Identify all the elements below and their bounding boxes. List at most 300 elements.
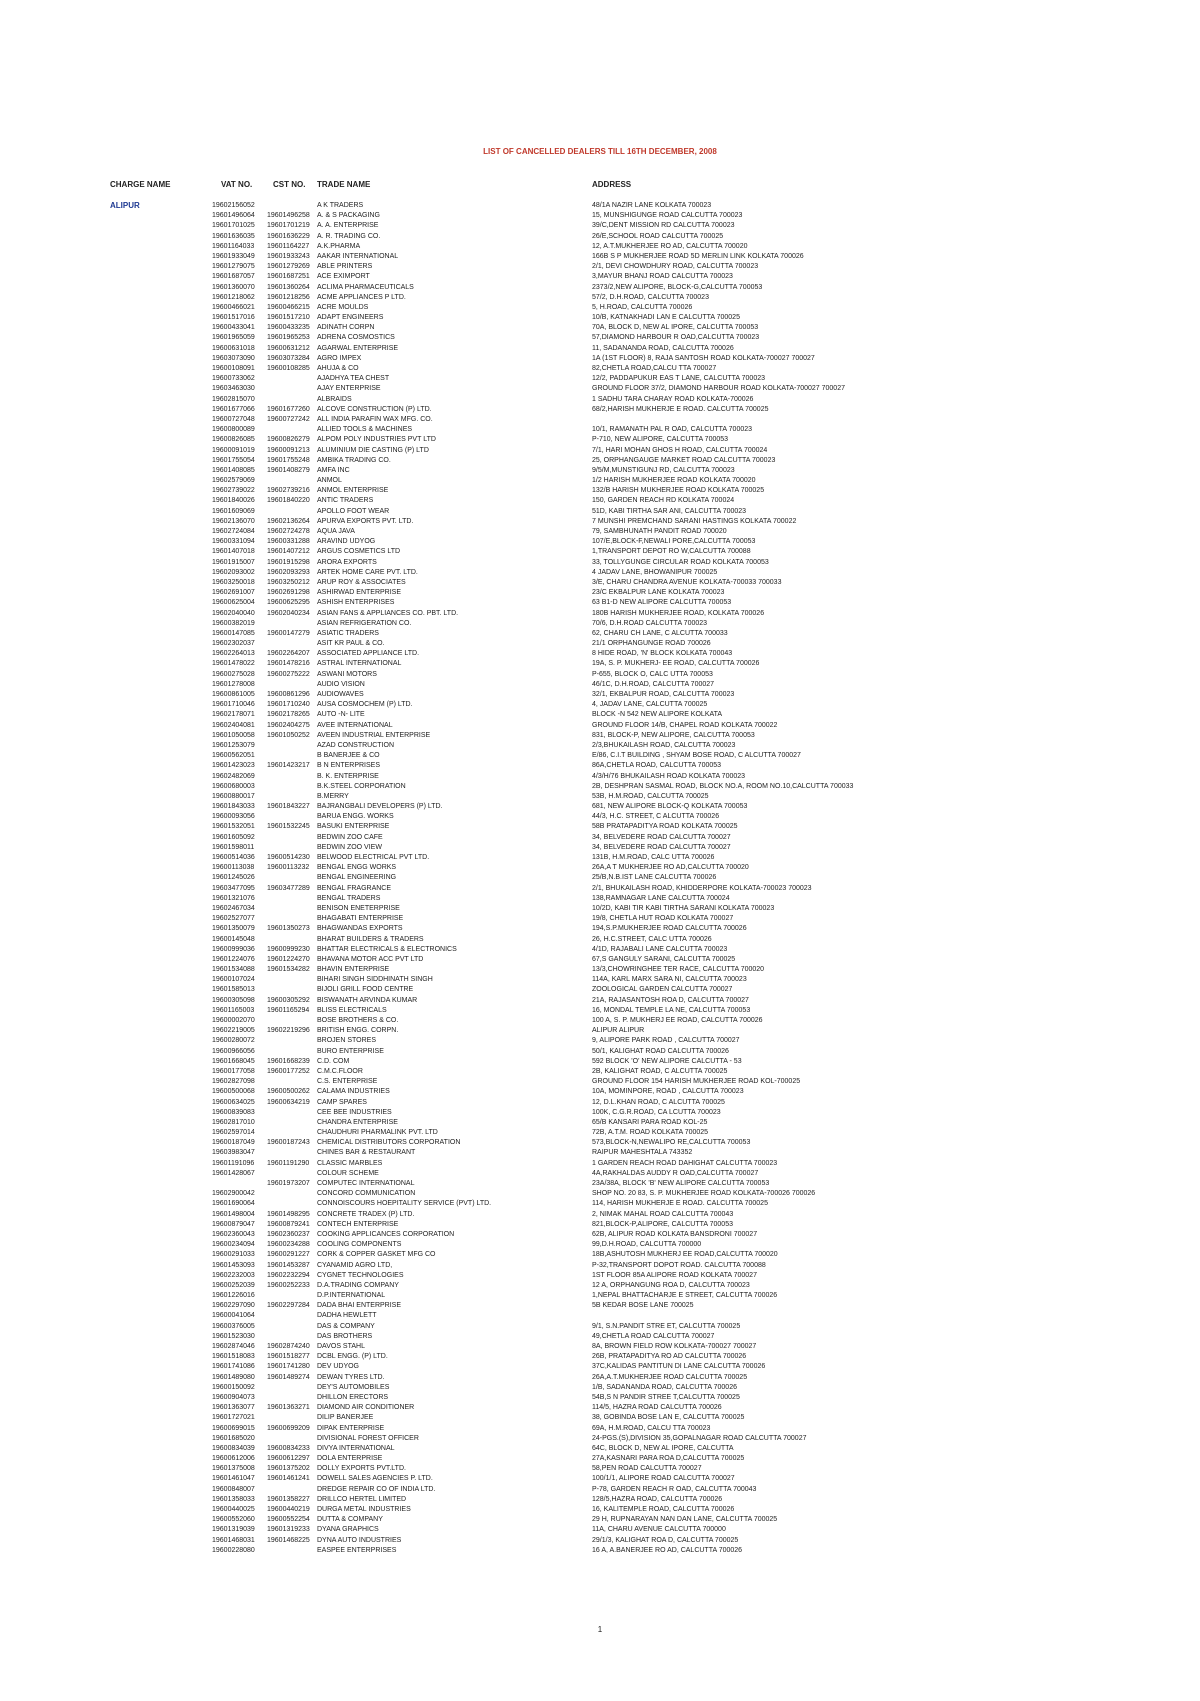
address-cell: ZOOLOGICAL GARDEN CALCUTTA 700027 bbox=[592, 986, 733, 994]
trade-name-cell: CHINES BAR & RESTAURANT bbox=[317, 1149, 416, 1157]
trade-name-cell: ACLIMA PHARMACEUTICALS bbox=[317, 283, 414, 291]
table-row bbox=[0, 1281, 1200, 1291]
table-row bbox=[0, 1271, 1200, 1281]
table-row bbox=[0, 1006, 1200, 1016]
table-row bbox=[0, 1169, 1200, 1179]
table-row bbox=[0, 884, 1200, 894]
table-row bbox=[0, 924, 1200, 934]
address-cell: 62, CHARU CH LANE, C ALCUTTA 700033 bbox=[592, 629, 728, 637]
vat-no-cell: 19600733062 bbox=[212, 375, 255, 383]
address-cell: 16, MONDAL TEMPLE LA NE, CALCUTTA 700053 bbox=[592, 1006, 751, 1014]
address-cell: 194,S.P.MUKHERJEE ROAD CALCUTTA 700026 bbox=[592, 925, 747, 933]
address-cell: 592 BLOCK 'O' NEW ALIPORE CALCUTTA - 53 bbox=[592, 1057, 742, 1065]
vat-no-cell: 19602232003 bbox=[212, 1271, 255, 1279]
cst-no-cell: 19600177252 bbox=[267, 1067, 310, 1075]
vat-no-cell: 19601605092 bbox=[212, 833, 255, 841]
table-row bbox=[0, 772, 1200, 782]
cst-no-cell: 19601468225 bbox=[267, 1536, 310, 1544]
cst-no-cell: 19600275222 bbox=[267, 670, 310, 678]
vat-no-cell: 19601453093 bbox=[212, 1261, 255, 1269]
trade-name-cell: ALL INDIA PARAFIN WAX MFG. CO. bbox=[317, 415, 433, 423]
vat-no-cell: 19601843033 bbox=[212, 803, 255, 811]
table-row bbox=[0, 313, 1200, 323]
address-cell: 57/2, D.H.ROAD, CALCUTTA 700023 bbox=[592, 293, 709, 301]
table-row bbox=[0, 242, 1200, 252]
trade-name-cell: ARUP ROY & ASSOCIATES bbox=[317, 578, 406, 586]
address-cell: 1 GARDEN REACH ROAD DAHIGHAT CALCUTTA 700023 bbox=[592, 1159, 778, 1167]
trade-name-cell: ARAVIND UDYOG bbox=[317, 538, 376, 546]
trade-name-cell: ASIAN REFRIGERATION CO. bbox=[317, 619, 412, 627]
vat-no-cell: 19602297090 bbox=[212, 1302, 255, 1310]
cst-no-cell: 19601279269 bbox=[267, 263, 310, 271]
trade-name-cell: ALLIED TOOLS & MACHINES bbox=[317, 426, 413, 434]
trade-name-cell: DEY'S AUTOMOBILES bbox=[317, 1383, 390, 1391]
cst-no-cell: 19600861296 bbox=[267, 691, 310, 698]
cst-no-cell: 19600291227 bbox=[267, 1251, 310, 1259]
trade-name-cell: DRILLCO HERTEL LIMITED bbox=[317, 1495, 407, 1503]
table-row bbox=[0, 415, 1200, 425]
vat-no-cell: 19600041064 bbox=[212, 1312, 255, 1320]
address-cell: 10/1, RAMANATH PAL R OAD, CALCUTTA 700023 bbox=[592, 426, 753, 434]
address-cell: 25/B,N.B.IST LANE CALCUTTA 700026 bbox=[592, 874, 717, 882]
charge-name-alipur: ALIPUR bbox=[110, 201, 140, 210]
cst-no-cell: 19600834233 bbox=[267, 1444, 310, 1452]
trade-name-cell: BOSE BROTHERS & CO. bbox=[317, 1017, 399, 1024]
address-cell: 180B HARISH MUKHERJEE ROAD, KOLKATA 700026 bbox=[592, 609, 765, 617]
vat-no-cell: 19600727048 bbox=[212, 415, 255, 423]
vat-no-cell: 19600228080 bbox=[212, 1546, 255, 1554]
table-row bbox=[0, 670, 1200, 680]
table-row bbox=[0, 354, 1200, 364]
cst-no-cell: 19600252233 bbox=[267, 1281, 310, 1289]
trade-name-cell: B.K.STEEL CORPORATION bbox=[317, 782, 406, 790]
address-cell: 1,TRANSPORT DEPOT RO W,CALCUTTA 700088 bbox=[592, 548, 751, 556]
vat-no-cell: 19601517016 bbox=[212, 314, 255, 322]
vat-no-cell: 19601741086 bbox=[212, 1363, 255, 1371]
cst-no-cell: 19601532245 bbox=[267, 823, 310, 831]
table-row bbox=[0, 782, 1200, 792]
cst-no-cell: 19601496258 bbox=[267, 212, 310, 220]
cst-no-cell: 19602691298 bbox=[267, 589, 310, 597]
table-row bbox=[0, 435, 1200, 445]
cst-no-cell: 19600514230 bbox=[267, 854, 310, 861]
trade-name-cell: CHANDRA ENTERPRISE bbox=[317, 1118, 398, 1126]
address-cell: 1/2 HARISH MUKHERJEE ROAD KOLKATA 700020 bbox=[592, 477, 756, 485]
vat-no-cell: 19601685020 bbox=[212, 1434, 255, 1442]
trade-name-cell: BASUKI ENTERPRISE bbox=[317, 823, 390, 831]
table-row bbox=[0, 975, 1200, 985]
vat-no-cell: 19601701025 bbox=[212, 222, 255, 230]
address-cell: 831, BLOCK-P, NEW ALIPORE, CALCUTTA 700053 bbox=[592, 731, 755, 739]
vat-no-cell: 19601690064 bbox=[212, 1200, 255, 1208]
trade-name-cell: BHARAT BUILDERS & TRADERS bbox=[317, 935, 424, 943]
cst-no-cell: 19602136264 bbox=[267, 517, 310, 525]
vat-no-cell: 19602527077 bbox=[212, 915, 255, 923]
vat-no-cell: 19600147085 bbox=[212, 629, 255, 637]
trade-name-cell: ASTRAL INTERNATIONAL bbox=[317, 660, 402, 668]
trade-name-cell: CORK & COPPER GASKET MFG CO bbox=[317, 1251, 436, 1259]
table-row bbox=[0, 1016, 1200, 1026]
vat-no-cell: 19600107024 bbox=[212, 976, 255, 984]
cst-no-cell: 19601710240 bbox=[267, 701, 310, 709]
table-row bbox=[0, 1546, 1200, 1556]
address-cell: 4 JADAV LANE, BHOWANIPUR 700025 bbox=[592, 568, 718, 576]
address-cell: 25, ORPHANGAUGE MARKET ROAD CALCUTTA 700023 bbox=[592, 456, 776, 464]
trade-name-cell: APURVA EXPORTS PVT. LTD. bbox=[317, 517, 414, 525]
address-cell: 37C,KALIDAS PANTITUN DI LANE CALCUTTA 700026 bbox=[592, 1363, 766, 1371]
vat-no-cell: 19600680003 bbox=[212, 782, 255, 790]
trade-name-cell: BELWOOD ELECTRICAL PVT LTD. bbox=[317, 854, 430, 861]
trade-name-cell: A K TRADERS bbox=[317, 202, 364, 209]
trade-name-cell: CONNOISCOURS HOEPITALITY SERVICE (PVT) LTD. bbox=[317, 1200, 492, 1208]
trade-name-cell: ARGUS COSMETICS LTD bbox=[317, 548, 401, 556]
trade-name-cell: AZAD CONSTRUCTION bbox=[317, 741, 394, 749]
vat-no-cell: 19600091019 bbox=[212, 446, 255, 454]
address-cell: 19A, S. P. MUKHERJ- EE ROAD, CALCUTTA 700026 bbox=[592, 660, 760, 668]
address-cell: 9/5/M,MUNSTIGUNJ RD, CALCUTTA 700023 bbox=[592, 466, 735, 474]
trade-name-cell: BHAVANA MOTOR ACC PVT LTD bbox=[317, 955, 424, 963]
table-row bbox=[0, 761, 1200, 771]
trade-name-cell: C.M.C.FLOOR bbox=[317, 1067, 363, 1075]
trade-name-cell: CONTECH ENTERPRISE bbox=[317, 1220, 399, 1228]
vat-no-cell: 19601321076 bbox=[212, 894, 255, 902]
trade-name-cell: DADHA HEWLETT bbox=[317, 1312, 377, 1320]
cst-no-cell: 19601360264 bbox=[267, 283, 310, 291]
cst-no-cell: 19601965253 bbox=[267, 334, 310, 342]
trade-name-cell: AQUA JAVA bbox=[317, 528, 355, 535]
cst-no-cell: 19601636229 bbox=[267, 232, 310, 240]
trade-name-cell: AJAY ENTERPRISE bbox=[317, 385, 381, 393]
address-cell: 107/E,BLOCK-F,NEWALI PORE,CALCUTTA 700053 bbox=[592, 538, 756, 546]
address-cell: 32/1, EKBALPUR ROAD, CALCUTTA 700023 bbox=[592, 691, 735, 698]
address-cell: 33, TOLLYGUNGE CIRCULAR ROAD KOLKATA 700053 bbox=[592, 558, 769, 566]
trade-name-cell: CLASSIC MARBLES bbox=[317, 1159, 383, 1167]
cst-no-cell: 19601517210 bbox=[267, 314, 310, 322]
table-row bbox=[0, 1250, 1200, 1260]
vat-no-cell: 19601428067 bbox=[212, 1169, 255, 1177]
trade-name-cell: CONCRETE TRADEX (P) LTD. bbox=[317, 1210, 415, 1218]
address-cell: 58B PRATAPADITYA ROAD KOLKATA 700025 bbox=[592, 823, 738, 831]
table-row bbox=[0, 303, 1200, 313]
vat-no-cell: 19600376005 bbox=[212, 1322, 255, 1330]
trade-name-cell: ABLE PRINTERS bbox=[317, 263, 373, 271]
address-cell: 1,NEPAL BHATTACHARJE E STREET, CALCUTTA 700026 bbox=[592, 1292, 778, 1300]
address-cell: 2/1, BHUKAILASH ROAD, KHIDDERPORE KOLKATA-700023 700023 bbox=[592, 884, 812, 892]
trade-name-cell: DHILLON ERECTORS bbox=[317, 1393, 389, 1401]
vat-no-cell: 19600145048 bbox=[212, 935, 255, 943]
trade-name-cell: ADAPT ENGINEERS bbox=[317, 314, 384, 322]
cst-no-cell: 19602297284 bbox=[267, 1302, 310, 1310]
cst-no-cell: 19601843227 bbox=[267, 803, 310, 811]
vat-no-cell: 19602817010 bbox=[212, 1118, 255, 1126]
vat-no-cell: 19601933049 bbox=[212, 252, 255, 260]
vat-no-cell: 19600275028 bbox=[212, 670, 255, 678]
cst-no-cell: 19601363271 bbox=[267, 1404, 310, 1412]
address-cell: 114A, KARL MARX SARA NI, CALCUTTA 700023 bbox=[592, 976, 747, 984]
address-cell: 19/8, CHETLA HUT ROAD KOLKATA 700027 bbox=[592, 915, 734, 923]
trade-name-cell: AVEEN INDUSTRIAL ENTERPRISE bbox=[317, 731, 431, 739]
table-row bbox=[0, 1444, 1200, 1454]
trade-name-cell: BENGAL TRADERS bbox=[317, 894, 381, 902]
trade-name-cell: ACE EXIMPORT bbox=[317, 273, 370, 281]
address-cell: 11A, CHARU AVENUE CALCUTTA 700000 bbox=[592, 1526, 726, 1534]
table-row bbox=[0, 904, 1200, 914]
vat-no-cell: 19601710046 bbox=[212, 701, 255, 709]
trade-name-cell: BENGAL ENGINEERING bbox=[317, 874, 397, 882]
header-vat-no: VAT NO. bbox=[221, 180, 253, 189]
trade-name-cell: CEE BEE INDUSTRIES bbox=[317, 1108, 392, 1116]
address-cell: 23A/38A, BLOCK 'B' NEW ALIPORE CALCUTTA 700053 bbox=[592, 1180, 770, 1187]
vat-no-cell: 19600631018 bbox=[212, 344, 255, 352]
cst-no-cell: 19602739216 bbox=[267, 487, 310, 495]
trade-name-cell: DREDGE REPAIR CO OF INDIA LTD. bbox=[317, 1485, 436, 1493]
vat-no-cell: 19602178071 bbox=[212, 711, 255, 719]
address-cell: 34, BELVEDERE ROAD CALCUTTA 700027 bbox=[592, 833, 731, 841]
vat-no-cell: 19603073090 bbox=[212, 354, 255, 362]
trade-name-cell: ADINATH CORPN bbox=[317, 324, 375, 332]
cst-no-cell: 19602040234 bbox=[267, 609, 310, 617]
cst-no-cell: 19601741280 bbox=[267, 1363, 310, 1371]
vat-no-cell: 19601518083 bbox=[212, 1353, 255, 1361]
vat-no-cell: 19601523030 bbox=[212, 1332, 255, 1340]
table-row bbox=[0, 293, 1200, 303]
cst-no-cell: 19602178265 bbox=[267, 711, 310, 719]
address-cell: 24-PGS.(S),DIVISION 35,GOPALNAGAR ROAD CALCUTTA 700027 bbox=[592, 1434, 807, 1442]
vat-no-cell: 19600562051 bbox=[212, 752, 255, 760]
trade-name-cell: CAMP SPARES bbox=[317, 1098, 367, 1106]
address-cell: 681, NEW ALIPORE BLOCK-Q KOLKATA 700053 bbox=[592, 803, 748, 811]
trade-name-cell: ARORA EXPORTS bbox=[317, 558, 377, 566]
table-row bbox=[0, 405, 1200, 415]
vat-no-cell: 19601532051 bbox=[212, 823, 255, 831]
vat-no-cell: 19600252039 bbox=[212, 1281, 255, 1289]
table-row bbox=[0, 853, 1200, 863]
table-row bbox=[0, 333, 1200, 343]
table-row bbox=[0, 1199, 1200, 1209]
trade-name-cell: DIVYA INTERNATIONAL bbox=[317, 1444, 395, 1452]
vat-no-cell: 19602739022 bbox=[212, 487, 255, 495]
address-cell: 4A,RAKHALDAS AUDDY R OAD,CALCUTTA 700027 bbox=[592, 1169, 759, 1177]
address-cell: 7/1, HARI MOHAN GHOS H ROAD, CALCUTTA 700024 bbox=[592, 446, 768, 454]
trade-name-cell: COOLING COMPONENTS bbox=[317, 1241, 402, 1249]
trade-name-cell: DOLLY EXPORTS PVT.LTD. bbox=[317, 1465, 406, 1473]
table-row bbox=[0, 1108, 1200, 1118]
address-cell: 4/3/H/76 BHUKAILASH ROAD KOLKATA 700023 bbox=[592, 772, 746, 780]
vat-no-cell: 19602156052 bbox=[212, 202, 255, 209]
address-cell: 9, ALIPORE PARK ROAD , CALCUTTA 700027 bbox=[592, 1037, 740, 1045]
address-cell: 100K, C.G.R.ROAD, CA LCUTTA 700023 bbox=[592, 1108, 721, 1116]
table-row bbox=[0, 649, 1200, 659]
table-row bbox=[0, 1301, 1200, 1311]
vat-no-cell: 19601224076 bbox=[212, 955, 255, 963]
address-cell: 2B, KALIGHAT ROAD, C ALCUTTA 700025 bbox=[592, 1067, 728, 1075]
address-cell: 21/1 ORPHANGUNGE ROAD 700026 bbox=[592, 640, 711, 648]
address-cell: 70/6, D.H.ROAD CALCUTTA 700023 bbox=[592, 619, 708, 627]
vat-no-cell: 19600150092 bbox=[212, 1383, 255, 1391]
header-charge-name: CHARGE NAME bbox=[110, 180, 171, 189]
trade-name-cell: APOLLO FOOT WEAR bbox=[317, 507, 390, 515]
table-row bbox=[0, 1087, 1200, 1097]
address-cell: 53B, H.M.ROAD, CALCUTTA 700025 bbox=[592, 792, 709, 800]
address-cell: 57,DIAMOND HARBOUR R OAD,CALCUTTA 700023 bbox=[592, 334, 760, 342]
trade-name-cell: B.MERRY bbox=[317, 792, 349, 800]
trade-name-cell: D.P.INTERNATIONAL bbox=[317, 1292, 386, 1300]
address-cell: 23/C EKBALPUR LANE KOLKATA 700023 bbox=[592, 589, 725, 597]
table-row bbox=[0, 1515, 1200, 1525]
cst-no-cell: 19601755248 bbox=[267, 456, 310, 464]
table-row bbox=[0, 609, 1200, 619]
address-cell: P-78, GARDEN REACH R OAD, CALCUTTA 700043 bbox=[592, 1485, 757, 1493]
cst-no-cell: 19601915298 bbox=[267, 558, 310, 566]
table-row bbox=[0, 1047, 1200, 1057]
trade-name-cell: DADA BHAI ENTERPRISE bbox=[317, 1302, 402, 1310]
table-row bbox=[0, 873, 1200, 883]
table-row bbox=[0, 1148, 1200, 1158]
vat-no-cell: 19600234094 bbox=[212, 1241, 255, 1249]
trade-name-cell: BIHARI SINGH SIDDHINATH SINGH bbox=[317, 976, 433, 984]
trade-name-cell: AUDIO VISION bbox=[317, 680, 365, 688]
address-cell: 7 MUNSHI PREMCHAND SARANI HASTINGS KOLKATA 700022 bbox=[592, 517, 797, 525]
vat-no-cell: 19603463030 bbox=[212, 385, 255, 393]
table-row bbox=[0, 1485, 1200, 1495]
vat-no-cell: 19601636035 bbox=[212, 232, 255, 240]
cst-no-cell: 19600625295 bbox=[267, 599, 310, 607]
cst-no-cell: 19601165294 bbox=[267, 1006, 310, 1014]
table-row bbox=[0, 547, 1200, 557]
cst-no-cell: 19600108285 bbox=[267, 365, 310, 372]
cst-no-cell: 19601164227 bbox=[267, 242, 310, 250]
table-row bbox=[0, 384, 1200, 394]
table-row bbox=[0, 914, 1200, 924]
table-row bbox=[0, 792, 1200, 802]
address-cell: 1ST FLOOR 85A ALIPORE ROAD KOLKATA 700027 bbox=[592, 1271, 757, 1279]
trade-name-cell: BIJOLI GRILL FOOD CENTRE bbox=[317, 986, 414, 994]
cst-no-cell: 19600727242 bbox=[267, 415, 310, 423]
address-cell: 4, JADAV LANE, CALCUTTA 700025 bbox=[592, 701, 708, 709]
cst-no-cell: 19601498295 bbox=[267, 1210, 310, 1218]
vat-no-cell: 19602093002 bbox=[212, 568, 255, 576]
trade-name-cell: DIVISIONAL FOREST OFFICER bbox=[317, 1434, 419, 1442]
vat-no-cell: 19600834039 bbox=[212, 1444, 255, 1452]
trade-name-cell: ARTEK HOME CARE PVT. LTD. bbox=[317, 568, 418, 576]
trade-name-cell: BENGAL ENGG WORKS bbox=[317, 864, 397, 872]
cst-no-cell: 19600440219 bbox=[267, 1506, 310, 1513]
vat-no-cell: 19602467034 bbox=[212, 904, 255, 912]
table-row bbox=[0, 1383, 1200, 1393]
table-row bbox=[0, 894, 1200, 904]
address-cell: 100 A, S. P. MUKHERJ EE ROAD, CALCUTTA 700026 bbox=[592, 1017, 763, 1024]
cst-no-cell: 19600091213 bbox=[267, 446, 310, 454]
table-row bbox=[0, 945, 1200, 955]
cst-no-cell: 19600699209 bbox=[267, 1424, 310, 1432]
address-cell: 11, SADANANDA ROAD, CALCUTTA 700026 bbox=[592, 344, 734, 352]
cst-no-cell: 19601218256 bbox=[267, 293, 310, 301]
trade-name-cell: EASPEE ENTERPRISES bbox=[317, 1546, 397, 1554]
cst-no-cell: 19601677260 bbox=[267, 405, 310, 413]
table-row bbox=[0, 1393, 1200, 1403]
address-cell: 150, GARDEN REACH RD KOLKATA 700024 bbox=[592, 497, 735, 505]
cst-no-cell: 19600305292 bbox=[267, 996, 310, 1004]
table-row bbox=[0, 476, 1200, 486]
header-cst-no: CST NO. bbox=[273, 180, 306, 189]
cst-no-cell: 19600631212 bbox=[267, 344, 310, 352]
vat-no-cell: 19600280072 bbox=[212, 1037, 255, 1045]
trade-name-cell: ASIATIC TRADERS bbox=[317, 629, 379, 637]
table-row bbox=[0, 1291, 1200, 1301]
table-row bbox=[0, 639, 1200, 649]
table-row bbox=[0, 731, 1200, 741]
vat-no-cell: 19602360043 bbox=[212, 1230, 255, 1238]
cst-no-cell: 19601375202 bbox=[267, 1465, 310, 1473]
address-cell: P-32,TRANSPORT DOPOT ROAD. CALCUTTA 700088 bbox=[592, 1261, 766, 1269]
address-cell: P-710, NEW ALIPORE, CALCUTTA 700053 bbox=[592, 436, 729, 444]
address-cell: 12/2, PADDAPUKUR EAS T LANE, CALCUTTA 700023 bbox=[592, 375, 766, 383]
address-cell: 29 H, RUPNARAYAN NAN DAN LANE, CALCUTTA 700025 bbox=[592, 1516, 778, 1524]
address-cell: 12 A, ORPHANGUNG ROA D, CALCUTTA 700023 bbox=[592, 1281, 750, 1289]
table-row bbox=[0, 537, 1200, 547]
table-row bbox=[0, 496, 1200, 506]
address-cell: 21A, RAJASANTOSH ROA D, CALCUTTA 700027 bbox=[592, 996, 749, 1004]
vat-no-cell: 19600187049 bbox=[212, 1139, 255, 1147]
trade-name-cell: DAS BROTHERS bbox=[317, 1332, 373, 1340]
vat-no-cell: 19600699015 bbox=[212, 1424, 255, 1432]
address-cell: 4/1D, RAJABALI LANE CALCUTTA 700023 bbox=[592, 945, 728, 953]
trade-name-cell: B BANERJEE & CO bbox=[317, 752, 380, 760]
table-row bbox=[0, 690, 1200, 700]
table-row bbox=[0, 283, 1200, 293]
table-row bbox=[0, 1026, 1200, 1036]
address-cell: 58,PEN ROAD CALCUTTA 700027 bbox=[592, 1465, 702, 1473]
cst-no-cell: 19602219296 bbox=[267, 1027, 310, 1035]
vat-no-cell: 19600880017 bbox=[212, 792, 255, 800]
table-row bbox=[0, 955, 1200, 965]
address-cell: 10/2D, KABI TIR KABI TIRTHA SARANI KOLKATA 700023 bbox=[592, 904, 775, 912]
table-row bbox=[0, 568, 1200, 578]
table-row bbox=[0, 996, 1200, 1006]
address-cell: 34, BELVEDERE ROAD CALCUTTA 700027 bbox=[592, 843, 731, 851]
trade-name-cell: CYANAMID AGRO LTD, bbox=[317, 1261, 393, 1269]
trade-name-cell: ASHISH ENTERPRISES bbox=[317, 599, 395, 607]
table-row bbox=[0, 710, 1200, 720]
address-cell: 26/E,SCHOOL ROAD CALCUTTA 700025 bbox=[592, 232, 724, 240]
table-row bbox=[0, 588, 1200, 598]
table-row bbox=[0, 1098, 1200, 1108]
table-row bbox=[0, 395, 1200, 405]
trade-name-cell: DAVOS STAHL bbox=[317, 1343, 365, 1350]
trade-name-cell: BAJRANGBALI DEVELOPERS (P) LTD. bbox=[317, 803, 443, 811]
address-cell: 16 A, A.BANERJEE RO AD, CALCUTTA 700026 bbox=[592, 1546, 743, 1554]
cst-no-cell: 19602724278 bbox=[267, 528, 310, 535]
trade-name-cell: AAKAR INTERNATIONAL bbox=[317, 252, 399, 260]
trade-name-cell: ALCOVE CONSTRUCTION (P) LTD. bbox=[317, 405, 432, 413]
trade-name-cell: DURGA METAL INDUSTRIES bbox=[317, 1506, 411, 1513]
trade-name-cell: DIPAK ENTERPRISE bbox=[317, 1424, 385, 1432]
vat-no-cell: 19600305098 bbox=[212, 996, 255, 1004]
address-cell: GROUND FLOOR 14/B, CHAPEL ROAD KOLKATA 700022 bbox=[592, 721, 778, 729]
table-row bbox=[0, 1057, 1200, 1067]
address-cell: 86A,CHETLA ROAD, CALCUTTA 700053 bbox=[592, 762, 722, 770]
trade-name-cell: BHAGWANDAS EXPORTS bbox=[317, 925, 403, 933]
cst-no-cell: 19601478216 bbox=[267, 660, 310, 668]
table-row bbox=[0, 456, 1200, 466]
trade-name-cell: DYANA GRAPHICS bbox=[317, 1526, 379, 1534]
trade-name-cell: CHAUDHURI PHARMALINK PVT. LTD bbox=[317, 1129, 438, 1137]
table-row bbox=[0, 507, 1200, 517]
trade-name-cell: ANTIC TRADERS bbox=[317, 497, 374, 505]
address-cell: 46/1C, D.H.ROAD, CALCUTTA 700027 bbox=[592, 680, 715, 688]
vat-no-cell: 19602827098 bbox=[212, 1078, 255, 1086]
address-cell: 70A, BLOCK D, NEW AL IPORE, CALCUTTA 700053 bbox=[592, 324, 759, 332]
